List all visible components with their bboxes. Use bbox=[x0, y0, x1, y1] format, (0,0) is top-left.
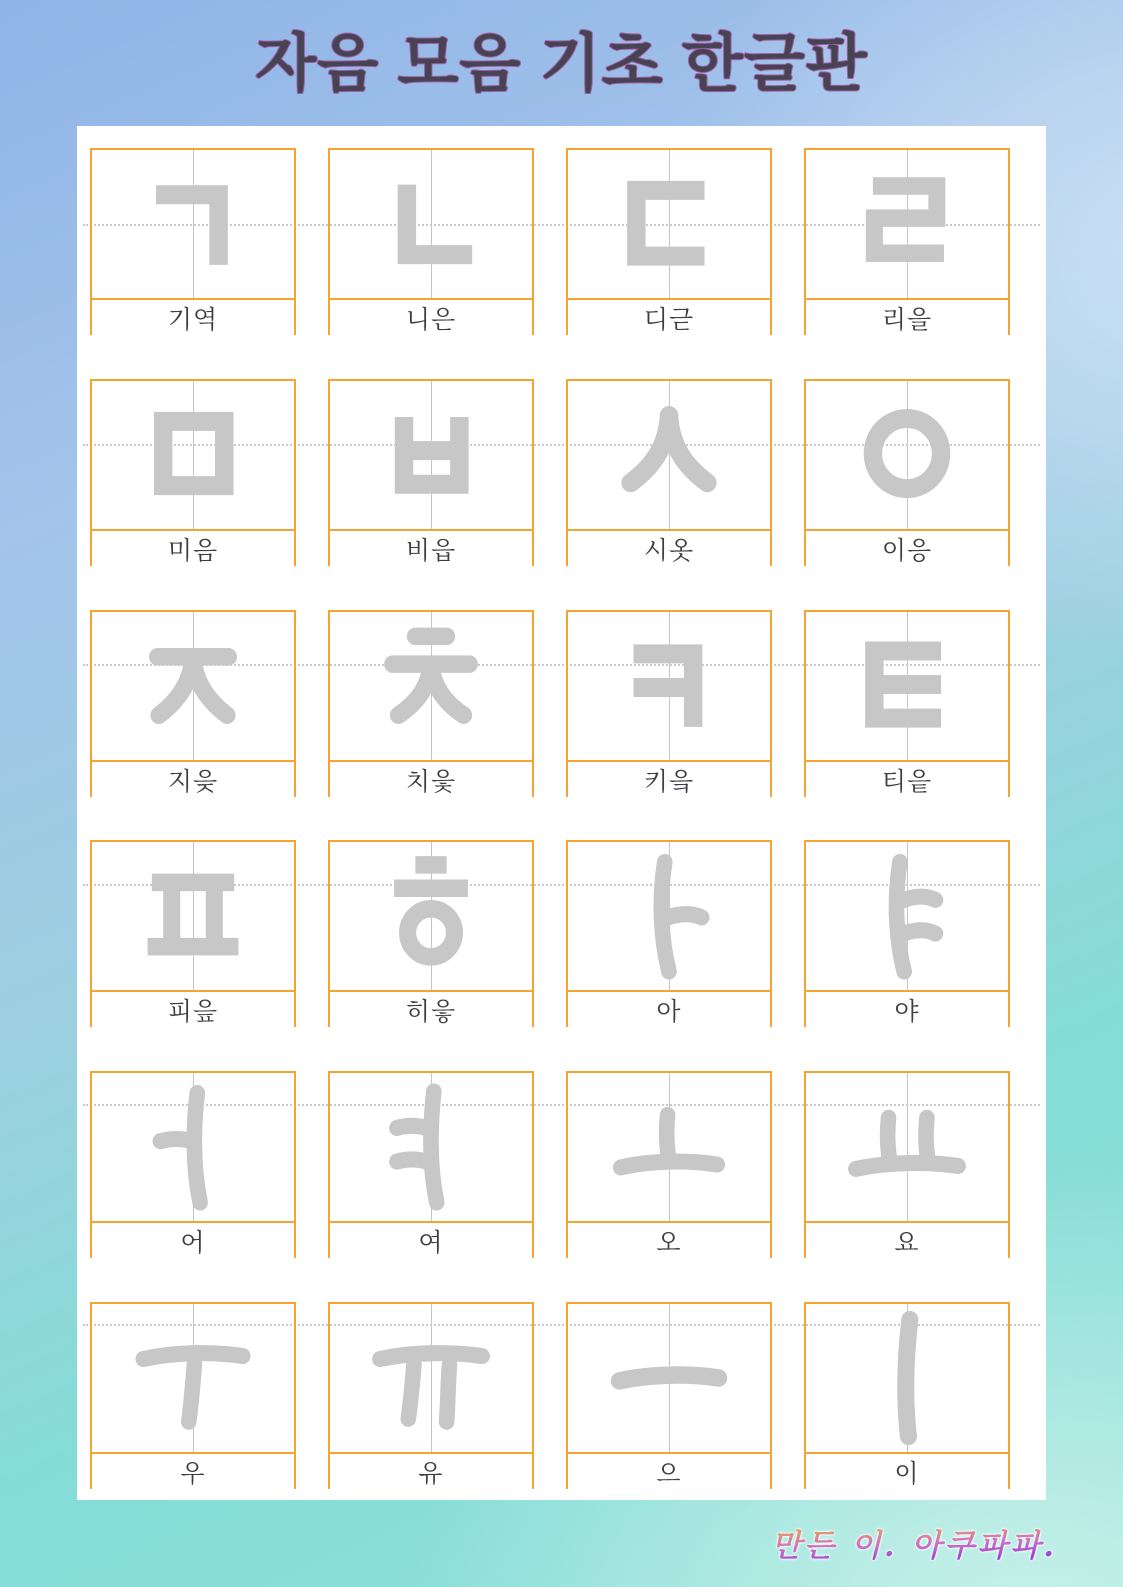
letter-card bbox=[90, 379, 296, 566]
letter-trace-area bbox=[92, 842, 294, 990]
letter-trace-area bbox=[806, 1304, 1008, 1452]
letter-trace-area bbox=[330, 842, 532, 990]
jamo-glyph bbox=[598, 843, 740, 989]
letter-trace-area bbox=[568, 1073, 770, 1221]
letter-trace-area bbox=[568, 150, 770, 298]
jamo-glyph bbox=[598, 1305, 740, 1451]
jamo-glyph bbox=[836, 382, 978, 528]
letter-trace-area bbox=[568, 612, 770, 760]
letter-trace-area bbox=[568, 842, 770, 990]
letter-card bbox=[804, 1302, 1010, 1489]
jamo-glyph bbox=[836, 1074, 978, 1220]
letter-name-label: 히읗 bbox=[330, 990, 532, 1028]
jamo-glyph bbox=[836, 1305, 978, 1451]
letter-card bbox=[90, 148, 296, 335]
letter-trace-area bbox=[330, 381, 532, 529]
letter-card bbox=[328, 379, 534, 566]
page-title: 자음 모음 기초 한글판 bbox=[255, 29, 868, 99]
letter-trace-area bbox=[806, 842, 1008, 990]
letter-card bbox=[90, 1071, 296, 1258]
letter-name-label: 지읒 bbox=[92, 760, 294, 798]
letter-trace-area bbox=[92, 1304, 294, 1452]
letter-card bbox=[804, 840, 1010, 1027]
letter-card bbox=[566, 610, 772, 797]
letter-trace-area bbox=[330, 1073, 532, 1221]
letter-name-label: 유 bbox=[330, 1452, 532, 1490]
letter-trace-area bbox=[806, 381, 1008, 529]
letter-name-label: 시옷 bbox=[568, 529, 770, 567]
letter-name-label: 미음 bbox=[92, 529, 294, 567]
letter-card bbox=[328, 148, 534, 335]
letter-trace-area bbox=[92, 381, 294, 529]
letter-card bbox=[804, 379, 1010, 566]
letter-name-label: 으 bbox=[568, 1452, 770, 1490]
letter-trace-area bbox=[330, 1304, 532, 1452]
letter-card bbox=[566, 379, 772, 566]
letter-name-label: 피읖 bbox=[92, 990, 294, 1028]
letter-trace-area bbox=[806, 150, 1008, 298]
jamo-glyph bbox=[122, 613, 264, 759]
letter-card bbox=[804, 610, 1010, 797]
letter-name-label: 이 bbox=[806, 1452, 1008, 1490]
letter-name-label: 치읓 bbox=[330, 760, 532, 798]
letter-name-label: 티읕 bbox=[806, 760, 1008, 798]
letter-name-label: 기역 bbox=[92, 298, 294, 336]
jamo-glyph bbox=[360, 151, 502, 297]
letter-card bbox=[328, 610, 534, 797]
letter-trace-area bbox=[568, 1304, 770, 1452]
jamo-glyph bbox=[122, 1305, 264, 1451]
letter-name-label: 리을 bbox=[806, 298, 1008, 336]
letter-name-label: 요 bbox=[806, 1221, 1008, 1259]
jamo-glyph bbox=[598, 151, 740, 297]
letter-trace-area bbox=[806, 612, 1008, 760]
jamo-glyph bbox=[836, 843, 978, 989]
jamo-glyph bbox=[360, 613, 502, 759]
letter-card-grid bbox=[77, 126, 1046, 1500]
letter-name-label: 이응 bbox=[806, 529, 1008, 567]
letter-name-label: 우 bbox=[92, 1452, 294, 1490]
jamo-glyph bbox=[598, 613, 740, 759]
letter-name-label: 여 bbox=[330, 1221, 532, 1259]
letter-card bbox=[90, 610, 296, 797]
letter-card bbox=[804, 1071, 1010, 1258]
letter-card bbox=[566, 1302, 772, 1489]
jamo-glyph bbox=[122, 843, 264, 989]
worksheet-panel bbox=[77, 126, 1046, 1500]
jamo-glyph bbox=[360, 843, 502, 989]
letter-card bbox=[328, 1071, 534, 1258]
jamo-glyph bbox=[360, 1074, 502, 1220]
jamo-glyph bbox=[598, 1074, 740, 1220]
letter-trace-area bbox=[92, 612, 294, 760]
letter-name-label: 비읍 bbox=[330, 529, 532, 567]
letter-name-label: 아 bbox=[568, 990, 770, 1028]
jamo-glyph bbox=[360, 1305, 502, 1451]
letter-name-label: 니은 bbox=[330, 298, 532, 336]
letter-card bbox=[566, 1071, 772, 1258]
letter-card bbox=[328, 840, 534, 1027]
letter-card bbox=[328, 1302, 534, 1489]
letter-trace-area bbox=[330, 150, 532, 298]
letter-name-label: 야 bbox=[806, 990, 1008, 1028]
jamo-glyph bbox=[122, 382, 264, 528]
letter-trace-area bbox=[806, 1073, 1008, 1221]
letter-trace-area bbox=[92, 150, 294, 298]
letter-name-label: 디귿 bbox=[568, 298, 770, 336]
letter-name-label: 키읔 bbox=[568, 760, 770, 798]
letter-trace-area bbox=[330, 612, 532, 760]
letter-name-label: 어 bbox=[92, 1221, 294, 1259]
letter-card bbox=[90, 1302, 296, 1489]
jamo-glyph bbox=[836, 151, 978, 297]
jamo-glyph bbox=[122, 151, 264, 297]
jamo-glyph bbox=[360, 382, 502, 528]
letter-name-label: 오 bbox=[568, 1221, 770, 1259]
jamo-glyph bbox=[836, 613, 978, 759]
jamo-glyph bbox=[122, 1074, 264, 1220]
letter-card bbox=[90, 840, 296, 1027]
letter-card bbox=[804, 148, 1010, 335]
letter-card bbox=[566, 148, 772, 335]
letter-card bbox=[566, 840, 772, 1027]
credit-text: 만든 이. 아쿠파파. bbox=[771, 1520, 1057, 1565]
jamo-glyph bbox=[598, 382, 740, 528]
letter-trace-area bbox=[92, 1073, 294, 1221]
letter-trace-area bbox=[568, 381, 770, 529]
